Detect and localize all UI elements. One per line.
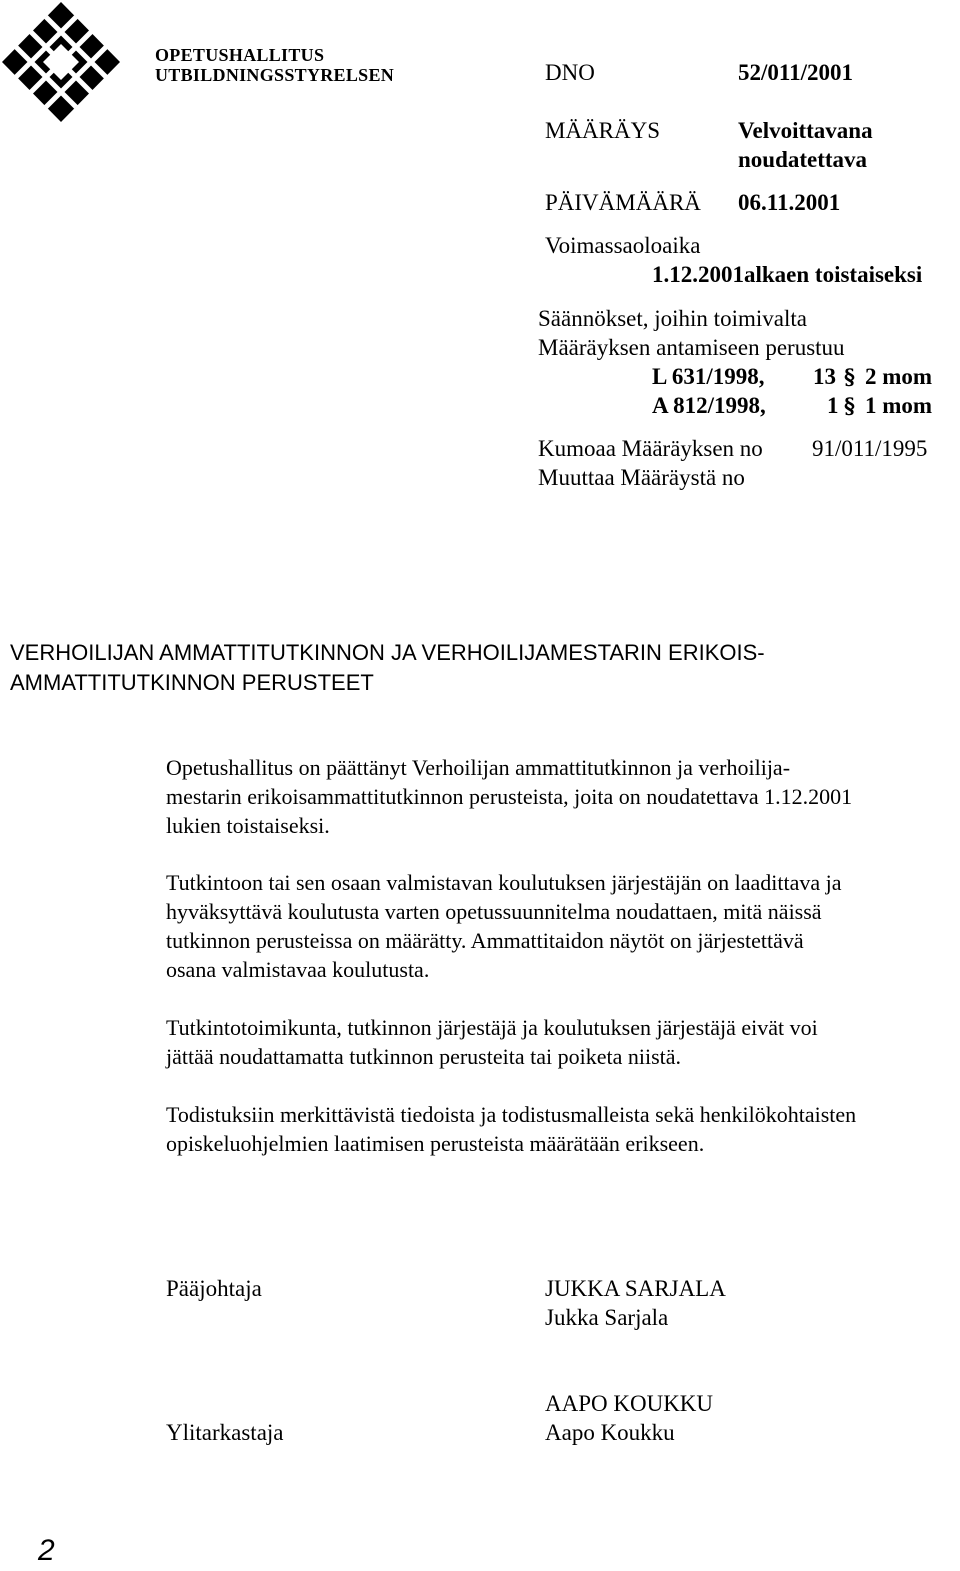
maarays-label: MÄÄRÄYS — [545, 118, 661, 143]
paragraph-2-line-3: tutkinnon perusteissa on määrätty. Ammattitaidon näytöt on järjestettävä — [166, 928, 804, 953]
dno-label: DNO — [545, 60, 595, 85]
paragraph-2-line-1: Tutkintoon tai sen osaan valmistavan koulutuksen järjestäjän on laadittava ja — [166, 870, 842, 895]
repeals-label: Kumoaa Määräyksen no — [538, 436, 763, 461]
signer-2-role: Ylitarkastaja — [166, 1420, 284, 1445]
amends-label: Muuttaa Määräystä no — [538, 465, 745, 490]
law-2-moment: 1 mom — [865, 393, 933, 418]
law-2-code: A 812/1998, — [652, 393, 766, 418]
document-title-line-2: AMMATTITUTKINNON PERUSTEET — [10, 670, 374, 695]
law-2-number: 1 — [827, 393, 839, 418]
law-1-moment: 2 mom — [865, 364, 933, 389]
paragraph-4-line-2: opiskeluohjelmien laatimisen perusteista määrätään erikseen. — [166, 1131, 705, 1156]
paragraph-1-line-2: mestarin erikoisammattitutkinnon perusteista, joita on noudatettava 1.12.2001 — [166, 784, 853, 809]
date-value: 06.11.2001 — [738, 190, 841, 215]
paragraph-3-line-1: Tutkintotoimikunta, tutkinnon järjestäjä ja koulutuksen järjestäjä eivät voi — [166, 1015, 818, 1040]
org-name-sv: UTBILDNINGSSTYRELSEN — [155, 65, 395, 85]
law-1-code: L 631/1998, — [652, 364, 765, 389]
document-title-line-1: VERHOILIJAN AMMATTITUTKINNON JA VERHOILIJAMESTARIN ERIKOIS- — [10, 640, 765, 665]
signer-1-name: Jukka Sarjala — [545, 1305, 669, 1330]
paragraph-1-line-3: lukien toistaiseksi. — [166, 813, 330, 838]
section-sign: § — [844, 393, 855, 418]
paragraph-3-line-2: jättää noudattamatta tutkinnon perusteita tai poiketa niistä. — [166, 1044, 682, 1069]
regulations-line-2: Määräyksen antamiseen perustuu — [538, 335, 845, 360]
opetushallitus-logo — [0, 0, 122, 124]
paragraph-1-line-1: Opetushallitus on päättänyt Verhoilijan ammattitutkinnon ja verhoilija- — [166, 755, 791, 780]
org-name-fi: OPETUSHALLITUS — [155, 45, 325, 65]
paragraph-2-line-2: hyväksyttävä koulutusta varten opetussuunnitelma noudattaen, mitä näissä — [166, 899, 822, 924]
repeals-value: 91/011/1995 — [812, 436, 928, 461]
validity-label: Voimassaoloaika — [545, 233, 701, 258]
signer-1-role: Pääjohtaja — [166, 1276, 262, 1301]
regulations-line-1: Säännökset, joihin toimivalta — [538, 306, 807, 331]
paragraph-4-line-1: Todistuksiin merkittävistä tiedoista ja todistusmalleista sekä henkilökohtaisten — [166, 1102, 857, 1127]
signer-1-name-caps: JUKKA SARJALA — [545, 1276, 726, 1301]
law-1-number: 13 — [813, 364, 836, 389]
maarays-value-1: Velvoittavana — [738, 118, 873, 143]
page-number: 2 — [38, 1534, 55, 1567]
date-label: PÄIVÄMÄÄRÄ — [545, 190, 701, 215]
signer-2-name-caps: AAPO KOUKKU — [545, 1391, 714, 1416]
section-sign: § — [844, 364, 855, 389]
validity-value: 1.12.2001alkaen toistaiseksi — [652, 262, 923, 287]
maarays-value-2: noudatettava — [738, 147, 868, 172]
signer-2-name: Aapo Koukku — [545, 1420, 675, 1445]
paragraph-2-line-4: osana valmistavaa koulutusta. — [166, 957, 430, 982]
dno-value: 52/011/2001 — [738, 60, 854, 85]
